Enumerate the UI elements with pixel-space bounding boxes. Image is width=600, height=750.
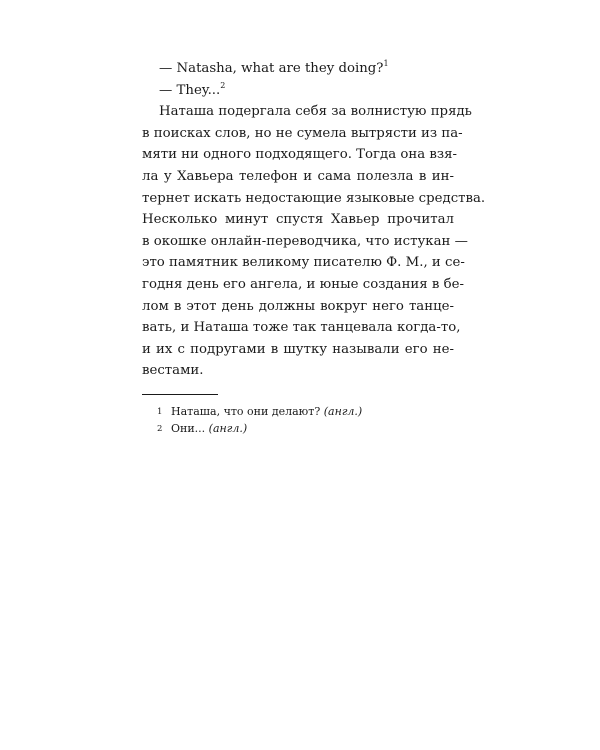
paragraph-line: это памятник великому писателю Ф. М., и се- [142,255,465,271]
footnote-divider [142,394,218,395]
paragraph-line: вестами. [142,363,204,379]
paragraph-line: тернет искать недостающие языковые средства. [142,190,486,206]
dialogue-text: — They... [159,82,221,98]
footnote-number: 2 [157,423,163,434]
book-page [142,58,486,437]
footnote-ref: 2 [220,80,226,90]
footnote-lang: (англ.) [208,421,248,435]
paragraph-line: в поисках слов, но не сумела вытрясти из па- [142,125,463,141]
dialogue-line-2 [142,80,454,102]
footnote-lang: (англ.) [323,404,363,418]
footnote-text: Они... [171,421,206,435]
footnote-ref: 1 [383,59,389,68]
paragraph-line: вать, и Наташа тоже так танцевала когда-то, [142,320,461,336]
paragraph-line: годня день его ангела, и юные создания в бе- [142,276,464,292]
paragraph [142,101,486,382]
dialogue-line-1 [142,58,454,80]
footnote-text: Наташа, что они делают? [171,404,321,418]
footnote-1 [142,404,454,421]
paragraph-line: лом в этот день должны вокруг него танце- [142,298,454,314]
paragraph-line: мяти ни одного подходящего. Тогда она взя- [142,147,458,163]
paragraph-line: Несколько минут спустя Хавьер прочитал [142,212,454,228]
paragraph-line: и их с подругами в шутку называли его не- [142,341,454,357]
paragraph-line: Наташа подергала себя за волнистую прядь [159,104,472,120]
paragraph-line: в окошке онлайн-переводчика, что истукан — [142,233,468,249]
dialogue-text: — Natasha, what are they doing? [159,61,384,76]
footnote-number: 1 [157,406,163,417]
paragraph-line: ла у Хавьера телефон и сама полезла в ин- [142,168,454,184]
footnote-2 [142,421,454,438]
